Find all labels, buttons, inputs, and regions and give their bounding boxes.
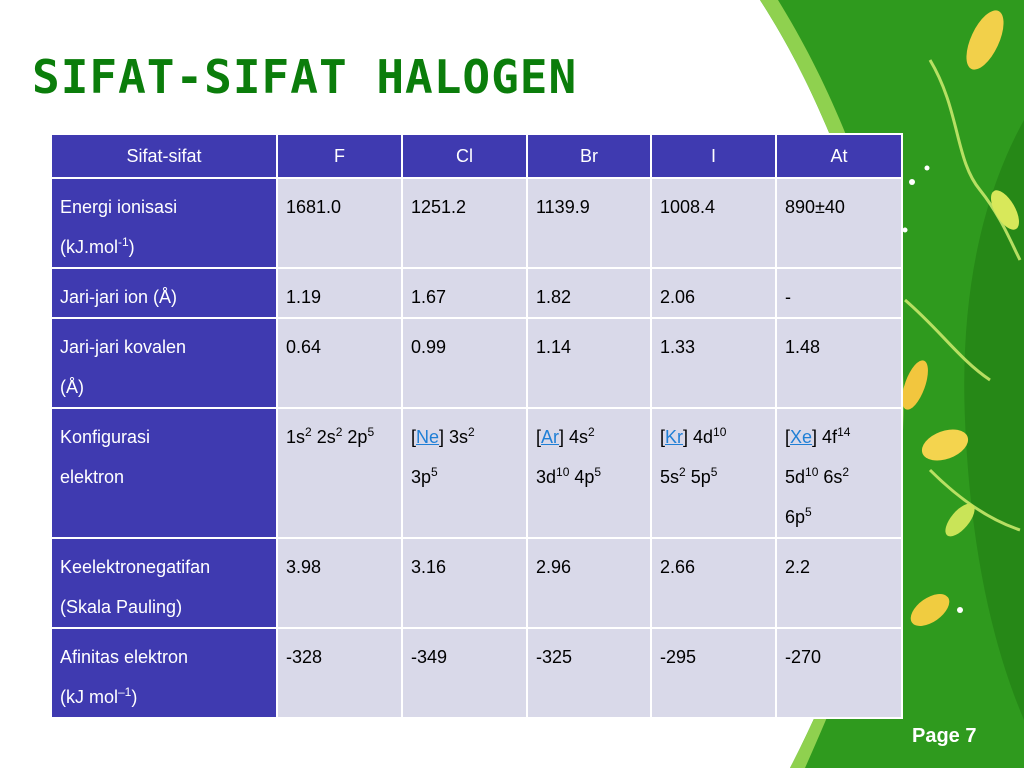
row-label-ionization-energy: Energi ionisasi (kJ.mol$^{-1}$) bbox=[51, 178, 277, 268]
table-cell: -328 bbox=[277, 628, 402, 718]
table-cell: 890±40 bbox=[776, 178, 902, 268]
row-label-covalent-radius: Jari-jari kovalen (Å) bbox=[51, 318, 277, 408]
header-property: Sifat-sifat bbox=[51, 134, 277, 178]
table-cell: 1.19 bbox=[277, 268, 402, 318]
table-cell: 1.67 bbox=[402, 268, 527, 318]
config-cell-astatine: [Xe] $4f^{14}$ $5d^{10}$ $6s^2$ $6p^5$ bbox=[776, 408, 902, 538]
table-row bbox=[51, 318, 902, 408]
table-cell: -349 bbox=[402, 628, 527, 718]
table-cell: 1139.9 bbox=[527, 178, 651, 268]
header-bromine: Br bbox=[527, 134, 651, 178]
header-iodine: I bbox=[651, 134, 776, 178]
header-fluorine: F bbox=[277, 134, 402, 178]
table-cell: -295 bbox=[651, 628, 776, 718]
table-cell: 2.66 bbox=[651, 538, 776, 628]
table-cell: 2.96 bbox=[527, 538, 651, 628]
row-label-electron-affinity: Afinitas elektron (kJ mol$^{-1}$) bbox=[51, 628, 277, 718]
table-row bbox=[51, 268, 902, 318]
config-cell-chlorine: [Ne] $3s^2$ $3p^5$ bbox=[402, 408, 527, 538]
table-cell: 1.14 bbox=[527, 318, 651, 408]
core-link-argon[interactable]: Ar bbox=[541, 427, 560, 447]
table-cell: 0.64 bbox=[277, 318, 402, 408]
table-header-row bbox=[51, 134, 902, 178]
table-cell: - bbox=[776, 268, 902, 318]
table-cell: 3.98 bbox=[277, 538, 402, 628]
row-label-electron-configuration: Konfigurasi elektron bbox=[51, 408, 277, 538]
table-cell: 0.99 bbox=[402, 318, 527, 408]
page-number: Page 7 bbox=[912, 725, 977, 747]
header-astatine: At bbox=[776, 134, 902, 178]
config-cell-iodine: [Kr] $4d^{10}$ $5s^2$ $5p^5$ bbox=[651, 408, 776, 538]
header-chlorine: Cl bbox=[402, 134, 527, 178]
table-cell: 3.16 bbox=[402, 538, 527, 628]
table-cell: 2.06 bbox=[651, 268, 776, 318]
table-cell: -270 bbox=[776, 628, 902, 718]
core-link-neon[interactable]: Ne bbox=[416, 427, 440, 447]
halogen-properties-table bbox=[50, 133, 903, 719]
row-label-electronegativity: Keelektronegatifan (Skala Pauling) bbox=[51, 538, 277, 628]
core-link-krypton[interactable]: Kr bbox=[665, 427, 684, 447]
table-cell: 1.33 bbox=[651, 318, 776, 408]
row-label-ionic-radius: Jari-jari ion (Å) bbox=[51, 268, 277, 318]
table-cell: 1.82 bbox=[527, 268, 651, 318]
table-row bbox=[51, 628, 902, 718]
slide-title: SIFAT-SIFAT HALOGEN bbox=[32, 50, 578, 104]
table-cell: -325 bbox=[527, 628, 651, 718]
table-cell: 1008.4 bbox=[651, 178, 776, 268]
config-cell-bromine: [Ar] $4s^2$ $3d^{10}$ $4p^5$ bbox=[527, 408, 651, 538]
table-cell: 2.2 bbox=[776, 538, 902, 628]
table-row bbox=[51, 408, 902, 538]
core-link-xenon[interactable]: Xe bbox=[790, 427, 813, 447]
table-row bbox=[51, 538, 902, 628]
config-cell-fluorine: $1s^2$ $2s^2$ $2p^5$ bbox=[277, 408, 402, 538]
table-cell: 1.48 bbox=[776, 318, 902, 408]
table-row bbox=[51, 178, 902, 268]
table-cell: 1681.0 bbox=[277, 178, 402, 268]
table-cell: 1251.2 bbox=[402, 178, 527, 268]
